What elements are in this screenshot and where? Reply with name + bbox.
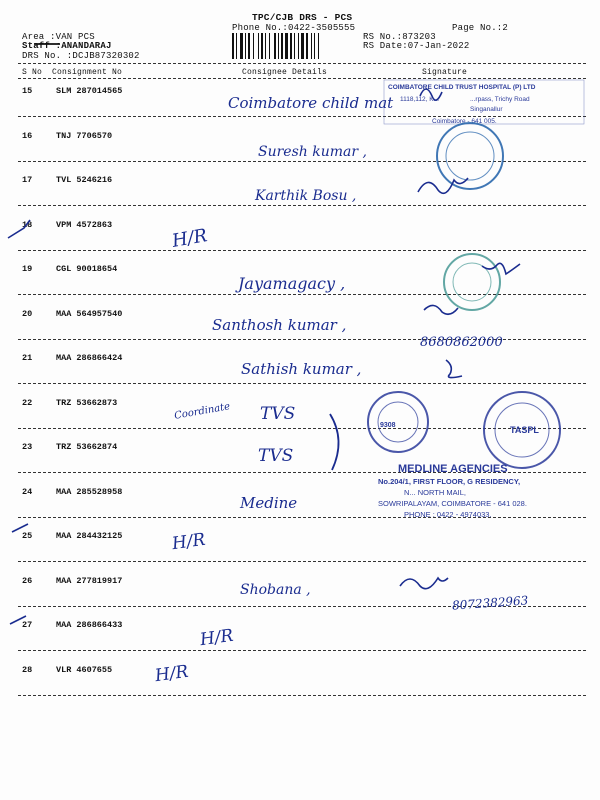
handwriting-r22-note: Coordinate bbox=[173, 401, 231, 422]
hospital-stamp-line4: Singanallur bbox=[470, 106, 503, 113]
medline-stamp-line2: N... NORTH MAIL, bbox=[404, 488, 466, 497]
drs-number: DRS No. :DCJB87320302 bbox=[22, 51, 140, 61]
foundation-stamp-ring bbox=[437, 123, 503, 189]
row-consignment: MAA 284432125 bbox=[56, 531, 123, 541]
signature-r17 bbox=[418, 178, 468, 193]
teal-stamp-ring bbox=[444, 254, 500, 310]
handwriting-r22: TVS bbox=[260, 404, 296, 424]
hospital-stamp-line5: Coimbatore - 641 005. bbox=[432, 118, 497, 125]
medline-stamp-line4: PHONE : 0422 - 4974033. bbox=[404, 510, 492, 519]
handwriting-r21: Sathish kumar , bbox=[241, 360, 362, 378]
area: Area :VAN PCS bbox=[22, 32, 95, 42]
row-sno: 25 bbox=[22, 531, 33, 541]
row-consignment: MAA 286866433 bbox=[56, 620, 123, 630]
handwriting-r16: Suresh kumar , bbox=[258, 144, 367, 160]
tick-r25 bbox=[12, 524, 28, 532]
row-consignment: MAA 564957540 bbox=[56, 308, 123, 319]
signature-r26 bbox=[400, 578, 448, 589]
handwriting-r15: Coimbatore child mat bbox=[228, 94, 394, 112]
hospital-stamp-line1: COIMBATORE CHILD TRUST HOSPITAL (P) LTD bbox=[388, 84, 536, 91]
col-consignee: Consignee Details bbox=[242, 68, 328, 77]
row-sno: 26 bbox=[22, 575, 33, 586]
row-sno: 28 bbox=[22, 664, 33, 675]
row-consignment: MAA 277819917 bbox=[56, 575, 123, 586]
row-sno: 21 bbox=[22, 353, 33, 363]
col-consignment: Consignment No bbox=[52, 68, 123, 77]
tick-r18 bbox=[8, 219, 33, 238]
signature-r15 bbox=[420, 89, 442, 100]
row-consignment: TRZ 53662874 bbox=[56, 442, 118, 452]
row-consignment: TVL 5246216 bbox=[56, 175, 113, 185]
round-stamp-number: 9308 bbox=[380, 422, 396, 429]
row-sno: 20 bbox=[22, 308, 33, 319]
row-consignment: MAA 286866424 bbox=[56, 353, 123, 363]
bracket-mark bbox=[330, 414, 339, 470]
phone-number: Phone No.:0422-3505555 bbox=[232, 23, 356, 33]
tick-r27 bbox=[10, 616, 26, 624]
page-number: Page No.:2 bbox=[452, 23, 509, 33]
staff: Staff :ANANDARAJ bbox=[22, 41, 112, 51]
company-stamp-ring bbox=[368, 392, 428, 452]
signature-r19 bbox=[482, 263, 520, 274]
signature-r20 bbox=[424, 305, 458, 314]
row-sno: 15 bbox=[22, 86, 33, 96]
rs-number: RS No.:873203 bbox=[363, 32, 436, 42]
row-sno: 27 bbox=[22, 620, 33, 630]
row-sno: 23 bbox=[22, 442, 33, 452]
medline-stamp-title: MEDLINE AGENCIES bbox=[398, 463, 508, 475]
hospital-stamp-line3: ...rpass, Trichy Road bbox=[470, 96, 530, 103]
row-consignment: VLR 4607655 bbox=[56, 664, 113, 675]
rs-date: RS Date:07-Jan-2022 bbox=[363, 41, 470, 51]
hospital-stamp-border bbox=[384, 80, 584, 124]
handwriting-r28: H/R bbox=[153, 661, 190, 687]
col-signature: Signature bbox=[422, 68, 468, 77]
row-sno: 18 bbox=[22, 219, 33, 230]
row-sno: 17 bbox=[22, 175, 33, 185]
sheet-title: TPC/CJB DRS - PCS bbox=[252, 12, 353, 23]
medline-stamp-line1: No.204/1, FIRST FLOOR, G RESIDENCY, bbox=[378, 477, 521, 486]
row-consignment: CGL 90018654 bbox=[56, 264, 118, 274]
handwriting-r24: Medine bbox=[240, 494, 298, 512]
handwriting-r25: H/R bbox=[170, 529, 207, 555]
handwriting-r20: Santhosh kumar , bbox=[212, 316, 347, 334]
row-consignment: SLM 287014565 bbox=[56, 86, 123, 96]
col-sno: S No bbox=[22, 68, 43, 77]
handwriting-r18: H/R bbox=[170, 225, 209, 252]
row-consignment: MAA 285528958 bbox=[56, 486, 123, 497]
handwriting-r20-phone: 8680862000 bbox=[420, 335, 503, 350]
handwriting-r26: Shobana , bbox=[240, 582, 311, 598]
handwriting-r26-phone: 8072382963 bbox=[451, 593, 529, 613]
hospital-stamp-line2: 1118,112, K... bbox=[400, 96, 440, 103]
row-sno: 22 bbox=[22, 397, 33, 408]
row-sno: 16 bbox=[22, 130, 33, 141]
medline-stamp-line3: SOWRIPALAYAM, COIMBATORE - 641 028. bbox=[378, 499, 527, 508]
handwriting-r23: TVS bbox=[258, 446, 294, 466]
row-sno: 19 bbox=[22, 264, 33, 274]
row-consignment: VPM 4572863 bbox=[56, 219, 113, 230]
handwriting-r19: Jayamagacy , bbox=[238, 274, 346, 293]
tvs-stamp-label: TASPL bbox=[510, 425, 539, 435]
row-sno: 24 bbox=[22, 486, 33, 497]
signature-r21 bbox=[446, 360, 462, 378]
row-consignment: TNJ 7706570 bbox=[56, 130, 113, 141]
handwriting-r17: Karthik Bosu , bbox=[255, 188, 357, 204]
row-consignment: TRZ 53662873 bbox=[56, 397, 118, 408]
handwriting-r27: H/R bbox=[198, 625, 235, 651]
